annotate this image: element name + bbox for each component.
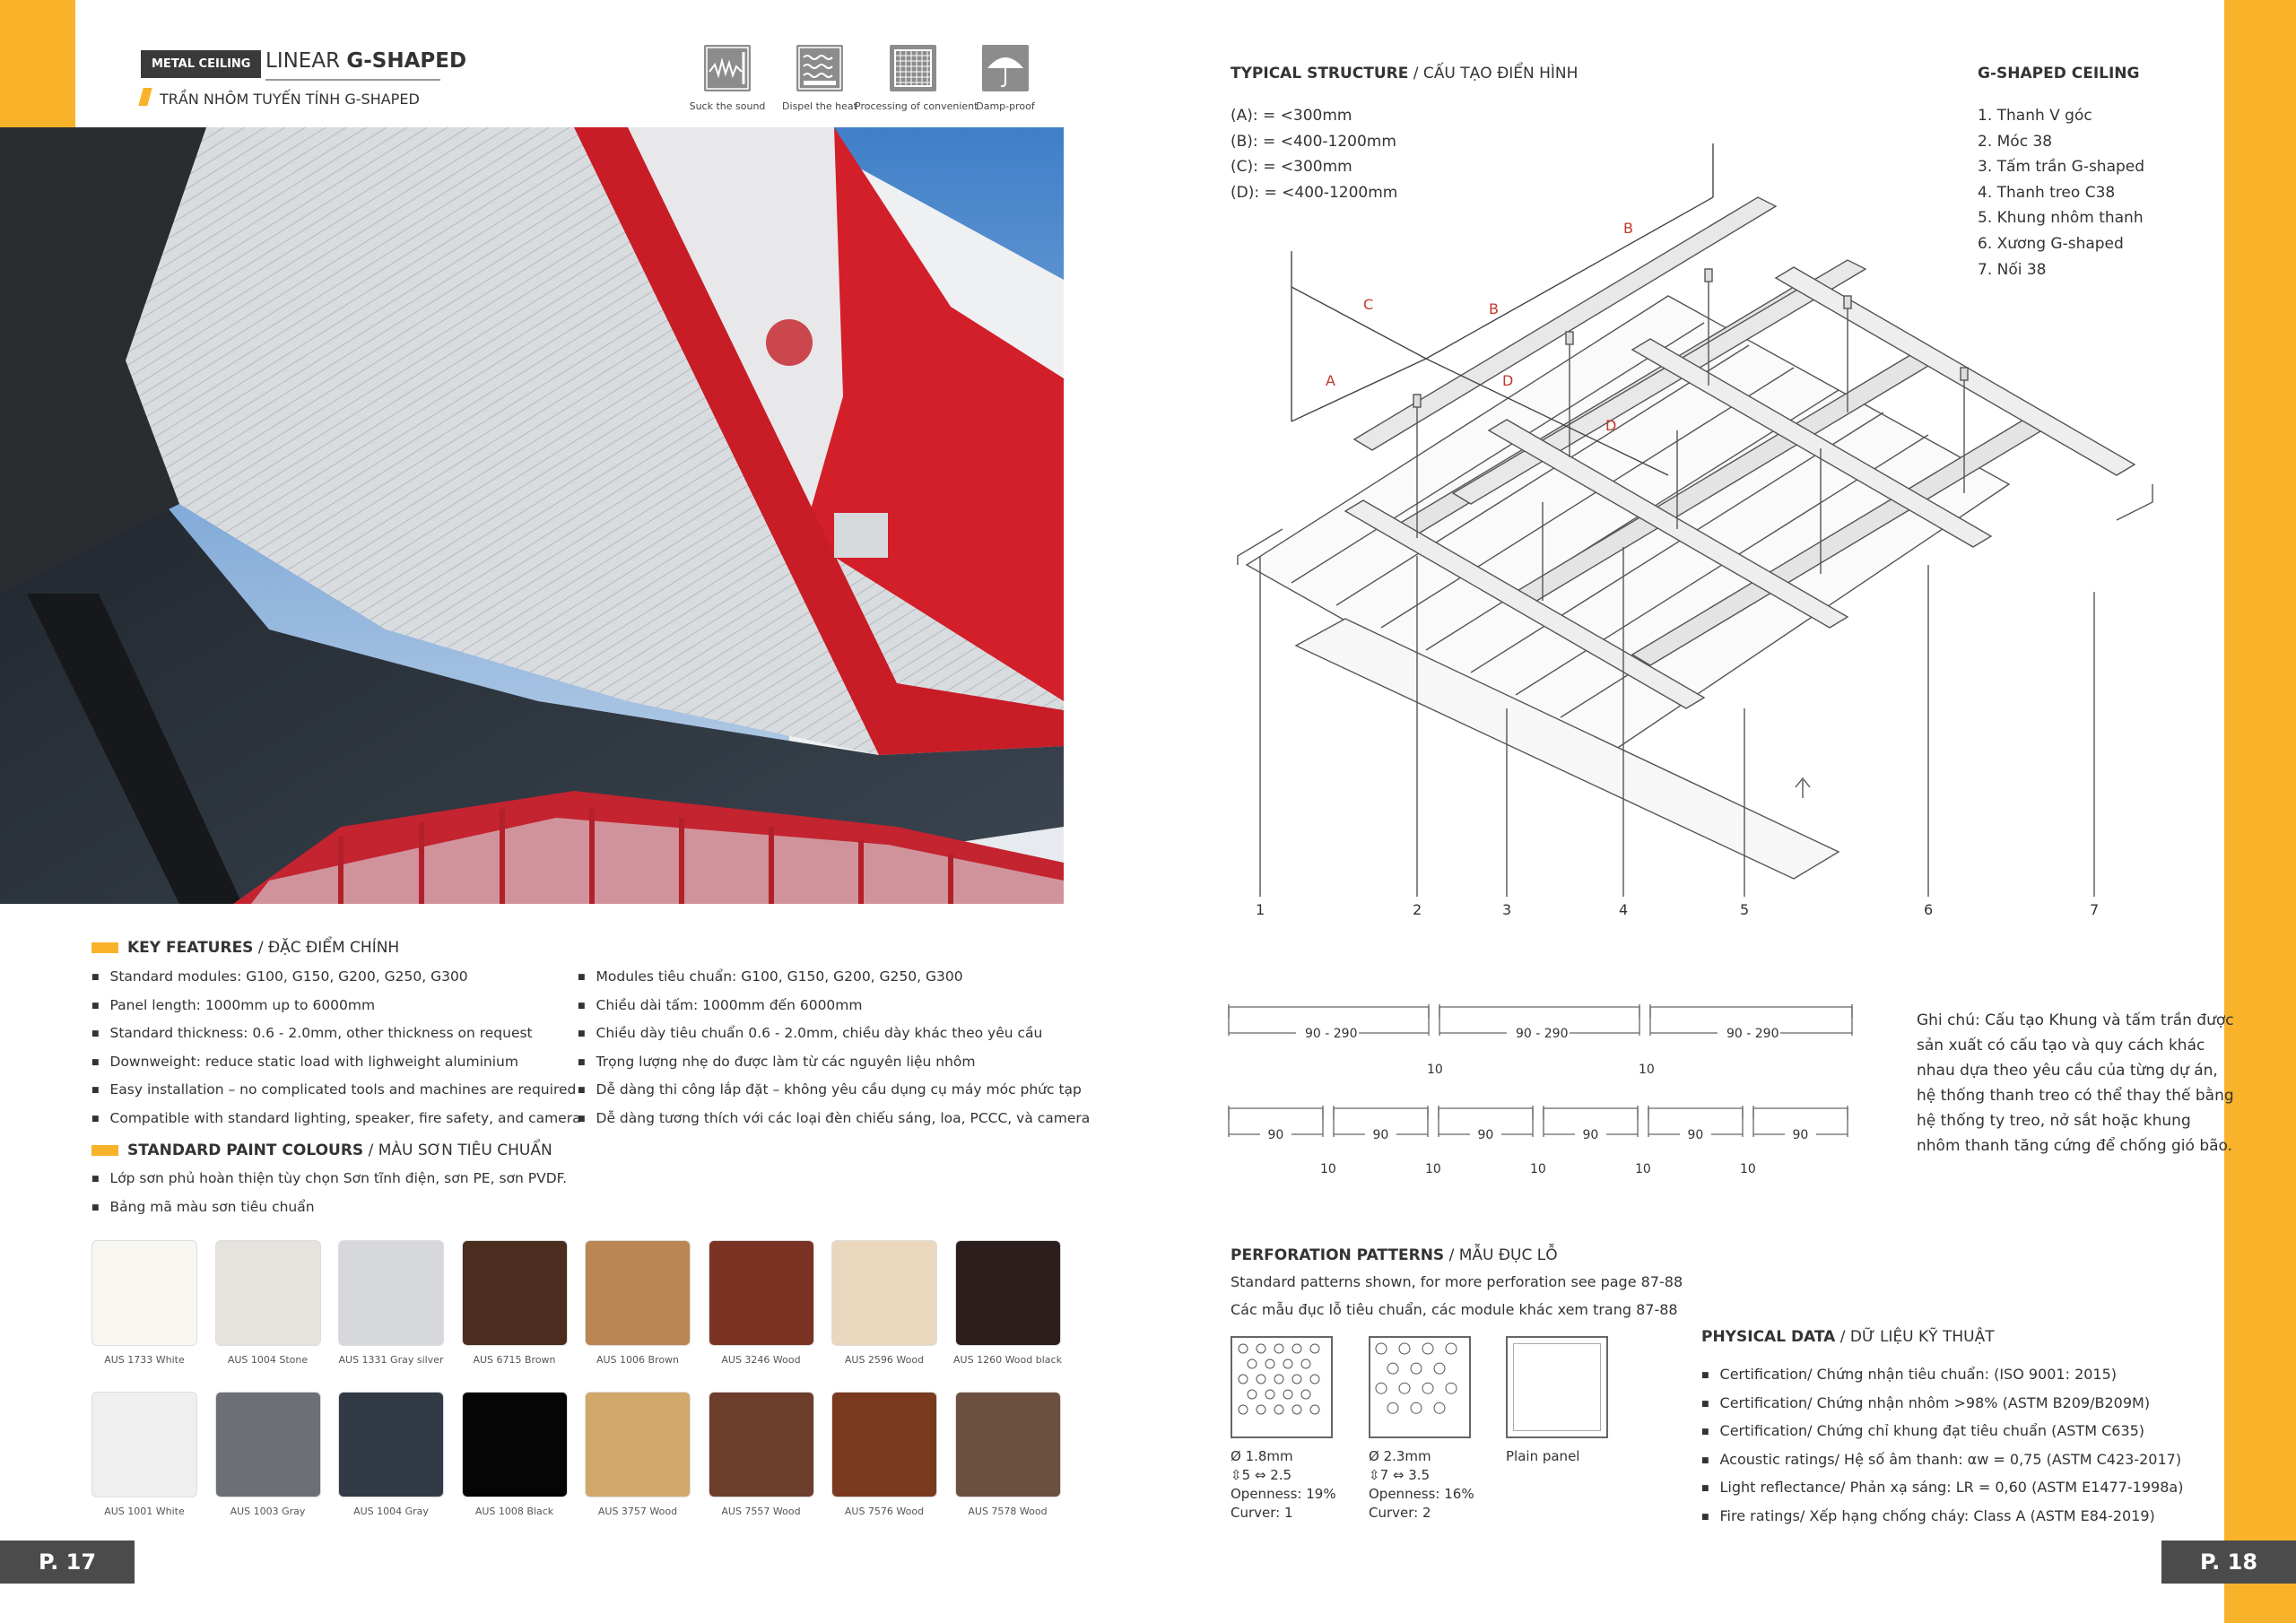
- section-marker: [91, 942, 118, 953]
- callout-4: 4: [1619, 901, 1629, 918]
- note-line: nhau dựa theo yêu cầu của từng dự án,: [1917, 1062, 2218, 1080]
- heat-icon: [796, 45, 843, 91]
- key-features-en-list: [91, 963, 581, 1133]
- colour-swatch: [462, 1392, 568, 1497]
- profile2-gap: 10: [1425, 1162, 1441, 1176]
- list-item: ■ Standard thickness: 0.6 - 2.0mm, other thickness on request: [91, 1020, 581, 1048]
- product-subtitle: TRẦN NHÔM TUYẾN TÍNH G-SHAPED: [160, 91, 420, 108]
- page-number-right: P. 18: [2161, 1541, 2296, 1584]
- perforation-hole: [1411, 1363, 1422, 1374]
- list-item: ■ Light reflectance/ Phản xạ sáng: LR = 0,60 (ASTM E1477-1998a): [1701, 1474, 2183, 1503]
- part-item: 3. Tấm trần G-shaped: [1978, 158, 2145, 177]
- perforation-note-vi: Các mẫu đục lỗ tiêu chuẩn, các module khác xem trang 87-88: [1231, 1301, 1678, 1318]
- list-item: ■ Fire ratings/ Xếp hạng chống cháy: Class A (ASTM E84-2019): [1701, 1503, 2183, 1532]
- list-item: ■ Panel length: 1000mm up to 6000mm: [91, 992, 581, 1020]
- product-title: [265, 49, 466, 73]
- icon-caption-heat: Dispel the heat: [782, 100, 857, 112]
- ceiling-title: G-SHAPED CEILING: [1978, 65, 2140, 82]
- category-badge: METAL CEILING: [141, 50, 261, 78]
- perforation-title-bold: PERFORATION PATTERNS: [1231, 1246, 1445, 1264]
- physical-title-bold: PHYSICAL DATA: [1701, 1328, 1836, 1346]
- part-item: 5. Khung nhôm thanh: [1978, 209, 2144, 228]
- key-features-heading: [91, 939, 399, 957]
- perf1-openness: Openness: 19%: [1231, 1486, 1336, 1502]
- callout-3: 3: [1502, 901, 1512, 918]
- profile1-span-1: 90 - 290: [1305, 1027, 1358, 1041]
- colour-swatch: [338, 1392, 444, 1497]
- colour-swatch: [709, 1240, 814, 1346]
- colour-swatch-label: AUS 1331 Gray silver: [338, 1354, 444, 1366]
- colour-swatch-label: AUS 1008 Black: [474, 1506, 554, 1517]
- perforation-hole: [1446, 1343, 1457, 1354]
- perforation-pattern-1: [1231, 1336, 1333, 1438]
- perforation-hole: [1248, 1359, 1257, 1368]
- subtitle-marker: [138, 88, 152, 106]
- colour-swatch-label: AUS 1004 Gray: [353, 1506, 429, 1517]
- perforation-note-en: Standard patterns shown, for more perforation see page 87-88: [1231, 1273, 1683, 1290]
- part-item: 1. Thanh V góc: [1978, 107, 2092, 125]
- perforation-hole: [1239, 1344, 1248, 1353]
- perforation-hole: [1283, 1390, 1292, 1399]
- colour-swatch: [215, 1240, 321, 1346]
- perforation-hole: [1257, 1405, 1265, 1414]
- perforation-hole: [1399, 1383, 1410, 1393]
- perforation-hole: [1387, 1402, 1398, 1413]
- perforation-hole: [1292, 1375, 1301, 1384]
- title-bold: G-SHAPED: [346, 49, 467, 73]
- profile2-gap: 10: [1635, 1162, 1651, 1176]
- list-item: ■ Modules tiêu chuẩn: G100, G150, G200, G250, G300: [578, 963, 1090, 992]
- colour-swatch-label: AUS 1003 Gray: [230, 1506, 306, 1517]
- perforation-hole: [1387, 1363, 1398, 1374]
- dimension-item: (A): = <300mm: [1231, 107, 1352, 125]
- diagram-letter-d2: D: [1605, 417, 1617, 434]
- perforation-hole: [1283, 1359, 1292, 1368]
- perf2-specs: [1369, 1447, 1474, 1523]
- profile-drawing-2: [1224, 1101, 1879, 1182]
- part-item: 4. Thanh treo C38: [1978, 183, 2116, 202]
- paint-title-rest: / MÀU SƠN TIÊU CHUẨN: [363, 1141, 552, 1159]
- list-item: ■ Dễ dàng thi công lắp đặt – không yêu cầu dụng cụ máy móc phức tạp: [578, 1076, 1090, 1105]
- building-photo: [0, 127, 1064, 904]
- colour-swatch-label: AUS 7578 Wood: [968, 1506, 1048, 1517]
- colour-swatch: [338, 1240, 444, 1346]
- colour-swatch-label: AUS 1004 Stone: [227, 1354, 309, 1366]
- physical-heading: [1701, 1328, 1995, 1346]
- key-features-title-bold: KEY FEATURES: [127, 939, 254, 957]
- profile2-span: 90: [1477, 1128, 1494, 1142]
- perforation-hole: [1292, 1405, 1301, 1414]
- umbrella-icon: [982, 45, 1029, 91]
- perf1-pitch: ⇳5 ⇔ 2.5: [1231, 1467, 1292, 1483]
- structure-heading: [1231, 65, 1578, 82]
- diagram-letter-b2: B: [1623, 220, 1633, 237]
- profile2-span: 90: [1582, 1128, 1599, 1142]
- profile1-gap-1: 10: [1427, 1063, 1443, 1077]
- perf2-openness: Openness: 16%: [1369, 1486, 1474, 1502]
- colour-swatch-label: AUS 1006 Brown: [596, 1354, 680, 1366]
- colour-swatch-label: AUS 1260 Wood black: [953, 1354, 1062, 1366]
- colour-swatch: [91, 1392, 197, 1497]
- paint-list: [91, 1165, 567, 1221]
- profile1-span-2: 90 - 290: [1516, 1027, 1569, 1041]
- perf3-specs: [1506, 1447, 1579, 1466]
- perforation-hole: [1310, 1405, 1319, 1414]
- profile-drawing-1: [1224, 1000, 1879, 1081]
- list-item: ■ Certification/ Chứng nhận nhôm >98% (ASTM B209/B209M): [1701, 1390, 2183, 1419]
- colour-swatch-label: AUS 2596 Wood: [844, 1354, 925, 1366]
- list-item: ■ Certification/ Chứng nhận tiêu chuẩn: (ISO 9001: 2015): [1701, 1361, 2183, 1390]
- list-item: ■ Downweight: reduce static load with lighweight aluminium: [91, 1048, 581, 1077]
- structure-title-rest: / CẤU TẠO ĐIỂN HÌNH: [1408, 65, 1578, 82]
- list-item: ■ Standard modules: G100, G150, G200, G250, G300: [91, 963, 581, 992]
- perforation-hole: [1239, 1375, 1248, 1384]
- note-line: hệ thống thanh treo có thể thay thế bằng: [1917, 1087, 2234, 1105]
- colour-swatch: [831, 1240, 937, 1346]
- note-block: [1917, 1008, 2234, 1159]
- diagram-letter-b1: B: [1489, 300, 1499, 317]
- perforation-hole: [1422, 1343, 1433, 1354]
- colour-swatch: [585, 1240, 691, 1346]
- note-line: hệ thống ty treo, nở sắt hoặc khung: [1917, 1112, 2191, 1130]
- profile2-gap: 10: [1320, 1162, 1336, 1176]
- colour-swatch: [831, 1392, 937, 1497]
- profile2-span: 90: [1372, 1128, 1389, 1142]
- grid-icon: [890, 45, 936, 91]
- key-features-title-rest: / ĐẶC ĐIỂM CHÍNH: [253, 939, 400, 957]
- list-item: ■ Bảng mã màu sơn tiêu chuẩn: [91, 1193, 567, 1222]
- key-features-vi-list: [578, 963, 1090, 1133]
- colour-swatch-label: AUS 3246 Wood: [721, 1354, 801, 1366]
- profile1-gap-2: 10: [1639, 1063, 1655, 1077]
- callout-1: 1: [1256, 901, 1265, 918]
- callout-6: 6: [1924, 901, 1934, 918]
- colour-swatch: [955, 1240, 1061, 1346]
- colour-swatch: [91, 1240, 197, 1346]
- perforation-hole: [1434, 1363, 1445, 1374]
- perf1-curver: Curver: 1: [1231, 1505, 1293, 1521]
- callout-7: 7: [2090, 901, 2100, 918]
- left-accent-bar: [0, 0, 75, 127]
- structure-title-bold: TYPICAL STRUCTURE: [1231, 65, 1409, 82]
- note-line: sản xuất có cấu tạo và quy cách khác: [1917, 1037, 2205, 1055]
- colour-swatch-label: AUS 7557 Wood: [721, 1506, 801, 1517]
- title-prefix: LINEAR: [265, 49, 347, 73]
- perforation-heading: [1231, 1246, 1558, 1264]
- dimension-item: (B): = <400-1200mm: [1231, 132, 1396, 151]
- colour-swatch-label: AUS 6715 Brown: [473, 1354, 556, 1366]
- physical-list: [1701, 1361, 2183, 1531]
- perf1-specs: [1231, 1447, 1336, 1523]
- perforation-hole: [1310, 1375, 1319, 1384]
- perforation-title-rest: / MẪU ĐỤC LỖ: [1444, 1246, 1558, 1264]
- perforation-hole: [1265, 1390, 1274, 1399]
- title-underline: [265, 79, 440, 81]
- perforation-hole: [1239, 1405, 1248, 1414]
- perf1-diameter: Ø 1.8mm: [1231, 1448, 1293, 1464]
- perforation-hole: [1257, 1375, 1265, 1384]
- perforation-hole: [1310, 1344, 1319, 1353]
- list-item: ■ Chiều dày tiêu chuẩn 0.6 - 2.0mm, chiều dày khác theo yêu cầu: [578, 1020, 1090, 1048]
- list-item: ■ Dễ dàng tương thích với các loại đèn chiếu sáng, loa, PCCC, và camera: [578, 1105, 1090, 1133]
- callout-2: 2: [1413, 901, 1422, 918]
- colour-swatch: [215, 1392, 321, 1497]
- perforation-pattern-2: [1369, 1336, 1471, 1438]
- perforation-hole: [1292, 1344, 1301, 1353]
- colour-swatch-label: AUS 3757 Wood: [597, 1506, 678, 1517]
- colour-swatch: [462, 1240, 568, 1346]
- perforation-hole: [1446, 1383, 1457, 1393]
- dimension-item: (C): = <300mm: [1231, 158, 1352, 177]
- diagram-letter-c: C: [1363, 296, 1374, 313]
- perf3-label: Plain panel: [1506, 1448, 1580, 1464]
- perforation-plain: [1506, 1336, 1608, 1438]
- colour-swatch: [585, 1392, 691, 1497]
- profile2-span: 90: [1792, 1128, 1809, 1142]
- list-item: ■ Certification/ Chứng chỉ khung đạt tiêu chuẩn (ASTM C635): [1701, 1418, 2183, 1446]
- perf2-pitch: ⇳7 ⇔ 3.5: [1369, 1467, 1431, 1483]
- callout-5: 5: [1740, 901, 1750, 918]
- right-accent-bar: [2224, 0, 2296, 1623]
- perforation-hole: [1434, 1402, 1445, 1413]
- profile2-gap: 10: [1530, 1162, 1546, 1176]
- list-item: ■ Compatible with standard lighting, speaker, fire safety, and camera: [91, 1105, 581, 1133]
- diagram-letter-d1: D: [1502, 372, 1514, 389]
- diagram-letter-a: A: [1326, 372, 1335, 389]
- list-item: ■ Acoustic ratings/ Hệ số âm thanh: αw = 0,75 (ASTM C423-2017): [1701, 1446, 2183, 1475]
- perforation-hole: [1376, 1383, 1387, 1393]
- sound-icon: [704, 45, 751, 91]
- profile2-gap: 10: [1740, 1162, 1756, 1176]
- profile1-span-3: 90 - 290: [1726, 1027, 1779, 1041]
- list-item: ■ Easy installation – no complicated tools and machines are required: [91, 1076, 581, 1105]
- icon-caption-grid: Processing of convenient: [855, 100, 978, 112]
- list-item: ■ Trọng lượng nhẹ do được làm từ các nguyên liệu nhôm: [578, 1048, 1090, 1077]
- perforation-hole: [1301, 1390, 1310, 1399]
- perforation-hole: [1376, 1343, 1387, 1354]
- perforation-hole: [1422, 1383, 1433, 1393]
- ceiling-heading: [1978, 65, 2140, 82]
- perforation-hole: [1274, 1375, 1283, 1384]
- colour-swatch-label: AUS 7576 Wood: [844, 1506, 925, 1517]
- note-line: Ghi chú: Cấu tạo Khung và tấm trần được: [1917, 1011, 2234, 1029]
- perforation-hole: [1301, 1359, 1310, 1368]
- paint-title-bold: STANDARD PAINT COLOURS: [127, 1141, 364, 1159]
- list-item: ■ Lớp sơn phủ hoàn thiện tùy chọn Sơn tĩnh điện, sơn PE, sơn PVDF.: [91, 1165, 567, 1193]
- paint-colours-heading: [91, 1141, 552, 1159]
- note-line: nhôm thanh tăng cứng để chống gió bão.: [1917, 1137, 2233, 1155]
- part-item: 2. Móc 38: [1978, 132, 2053, 151]
- perforation-hole: [1248, 1390, 1257, 1399]
- perforation-hole: [1257, 1344, 1265, 1353]
- perforation-hole: [1274, 1405, 1283, 1414]
- perf2-diameter: Ø 2.3mm: [1369, 1448, 1431, 1464]
- dimension-item: (D): = <400-1200mm: [1231, 183, 1398, 202]
- colour-swatch: [709, 1392, 814, 1497]
- list-item: ■ Chiều dài tấm: 1000mm đến 6000mm: [578, 992, 1090, 1020]
- profile2-span: 90: [1687, 1128, 1704, 1142]
- structure-diagram: [1220, 135, 2188, 924]
- page-number-left: P. 17: [0, 1541, 135, 1584]
- perf2-curver: Curver: 2: [1369, 1505, 1431, 1521]
- colour-swatch-label: AUS 1733 White: [104, 1354, 185, 1366]
- colour-swatch: [955, 1392, 1061, 1497]
- perforation-hole: [1399, 1343, 1410, 1354]
- perforation-hole: [1411, 1402, 1422, 1413]
- icon-caption-umbrella: Damp-proof: [976, 100, 1035, 112]
- colour-swatch-label: AUS 1001 White: [104, 1506, 185, 1517]
- profile2-span: 90: [1267, 1128, 1284, 1142]
- physical-title-rest: / DỮ LIỆU KỸ THUẬT: [1835, 1328, 1995, 1346]
- icon-caption-sound: Suck the sound: [689, 100, 766, 112]
- perforation-hole: [1265, 1359, 1274, 1368]
- perforation-hole: [1274, 1344, 1283, 1353]
- section-marker: [91, 1145, 118, 1156]
- part-item: 6. Xương G-shaped: [1978, 234, 2124, 253]
- part-item: 7. Nối 38: [1978, 260, 2047, 279]
